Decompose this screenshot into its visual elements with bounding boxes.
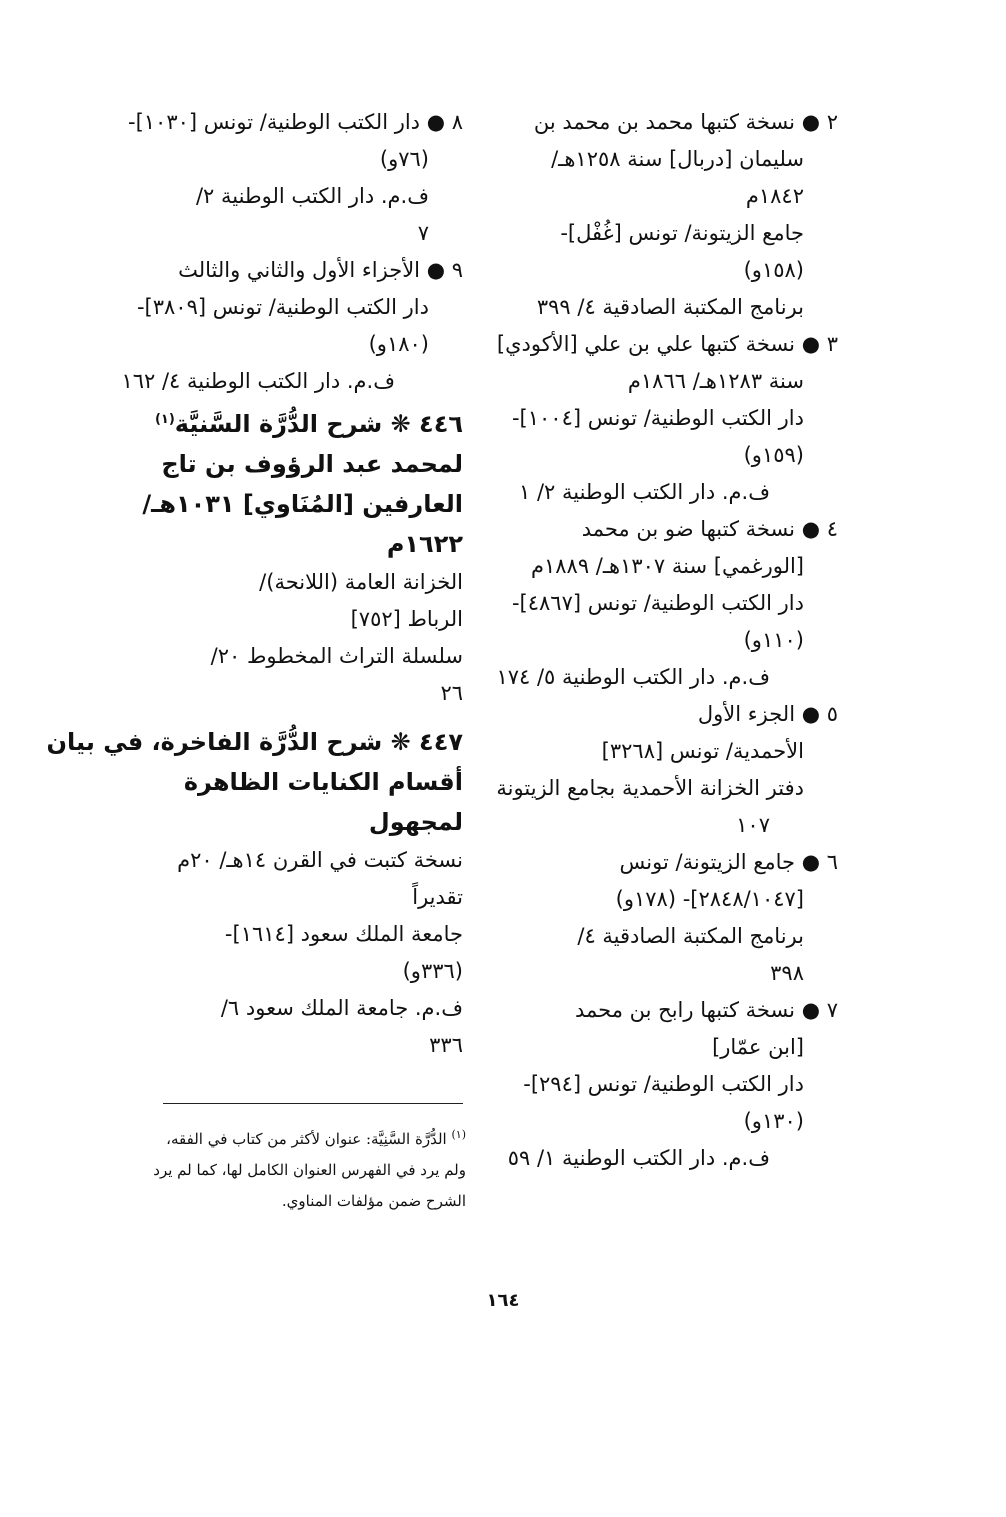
item-marker: ٩ ● [426, 258, 463, 282]
item-line: دفتر الخزانة الأحمدية بجامع الزيتونة [496, 776, 804, 800]
footnote-line: ولم يرد في الفهرس العنوان الكامل لها، كما لم يرد [153, 1161, 466, 1179]
item-line: برنامج المكتبة الصادقية ٤/ ٣٩٩ [536, 295, 804, 319]
footnote-divider [163, 1103, 463, 1104]
item-line: برنامج المكتبة الصادقية ٤/ [577, 924, 804, 948]
item-line: ٧ [417, 221, 429, 245]
manuscript-item-4 [496, 511, 838, 696]
manuscript-item-6 [500, 844, 838, 992]
item-line: جامع الزيتونة/ تونس [غُفْل]- [560, 221, 804, 245]
item-line: نسخة كتبها محمد بن محمد بن [533, 110, 796, 134]
entry-heading [46, 722, 463, 762]
item-line: ف.م. دار الكتب الوطنية ٢/ ١ [519, 480, 770, 504]
entry-line: (٣٣٦و) [402, 959, 463, 983]
item-marker: ٤ ● [801, 517, 838, 541]
item-line: نسخة كتبها رابح بن محمد [575, 998, 796, 1022]
entry-line: ٣٣٦ [429, 1033, 463, 1057]
manuscript-item-9 [113, 252, 463, 400]
item-line: دار الكتب الوطنية/ تونس [١٠٠٤]- [511, 406, 804, 430]
entry-line: ف.م. جامعة الملك سعود ٦/ [220, 996, 463, 1020]
entry-title: شرح الدُّرَّة الفاخرة، في بيان [46, 728, 383, 756]
entry-author: لمحمد عبد الرؤوف بن تاج [161, 450, 463, 478]
page-number: ١٦٤ [486, 1290, 520, 1311]
item-line: دار الكتب الوطنية/ تونس [٢٩٤]- [523, 1072, 804, 1096]
item-line: دار الكتب الوطنية/ تونس [١٠٣٠]- [128, 110, 421, 134]
item-line: [الورغمي] سنة ١٣٠٧هـ/ ١٨٨٩م [530, 554, 804, 578]
manuscript-item-2 [500, 104, 838, 326]
item-line: (٧٦و) [379, 147, 429, 171]
entry-number: ٤٤٦ ❋ [390, 410, 463, 438]
item-line: (١٣٠و) [743, 1109, 804, 1133]
item-line: (١٨٠و) [368, 332, 429, 356]
item-line: (١١٠و) [743, 628, 804, 652]
item-line: ف.م. دار الكتب الوطنية ٤/ ١٦٢ [121, 369, 395, 393]
entry-heading [113, 400, 463, 444]
item-marker: ٥ ● [801, 702, 838, 726]
manuscript-item-7 [500, 992, 838, 1177]
item-marker: ٦ ● [801, 850, 838, 874]
item-line: [ابن عمّار] [712, 1035, 804, 1059]
entry-line: الرباط [٧٥٢] [350, 607, 463, 631]
item-marker: ٨ ● [426, 110, 463, 134]
entry-line: ٢٦ [440, 681, 463, 705]
item-line: ف.م. دار الكتب الوطنية ٢/ [195, 184, 429, 208]
item-line: ١٨٤٢م [745, 184, 804, 208]
item-line: (١٥٩و) [743, 443, 804, 467]
right-column [496, 104, 838, 1177]
item-line: ف.م. دار الكتب الوطنية ١/ ٥٩ [507, 1146, 770, 1170]
item-line: الجزء الأول [697, 702, 796, 726]
item-line: نسخة كتبها علي بن علي [الأكودي] [496, 332, 796, 356]
item-marker: ٢ ● [801, 110, 838, 134]
item-marker: ٧ ● [801, 998, 838, 1022]
item-line: الأحمدية/ تونس [٣٢٦٨] [601, 739, 804, 763]
entry-446 [113, 400, 463, 712]
entry-number: ٤٤٧ ❋ [390, 728, 463, 756]
entry-title: أقسام الكنايات الظاهرة [183, 768, 463, 796]
footnote-ref: (١) [154, 412, 175, 427]
item-marker: ٣ ● [801, 332, 838, 356]
entry-author: ١٦٢٢م [386, 530, 463, 558]
left-column [46, 104, 463, 1064]
item-line: ف.م. دار الكتب الوطنية ٥/ ١٧٤ [496, 665, 770, 689]
item-line: ١٠٧ [736, 813, 770, 837]
entry-line: الخزانة العامة (اللانحة)/ [259, 570, 463, 594]
item-line: الأجزاء الأول والثاني والثالث [178, 258, 421, 282]
item-line: سنة ١٢٨٣هـ/ ١٨٦٦م [627, 369, 804, 393]
footnote-line: الدُّرَّة السَّنِيَّة: عنوان لأكثر من كتاب في الفقه، [166, 1130, 447, 1148]
item-line: دار الكتب الوطنية/ تونس [٣٨٠٩]- [136, 295, 429, 319]
item-line: [٢٨٤٨/١٠٤٧]- (١٧٨و) [615, 887, 804, 911]
entry-line: سلسلة التراث المخطوط ٢٠/ [210, 644, 463, 668]
item-line: جامع الزيتونة/ تونس [619, 850, 796, 874]
footnote-line: الشرح ضمن مؤلفات المناوي. [281, 1192, 466, 1210]
entry-line: تقديراً [412, 885, 463, 909]
entry-title: شرح الدُّرَّة السَّنيَّة [174, 410, 383, 438]
item-line: سليمان [دربال] سنة ١٢٥٨هـ/ [551, 147, 804, 171]
entry-author: لمجهول [368, 808, 463, 836]
item-line: (١٥٨و) [743, 258, 804, 282]
entry-line: نسخة كتبت في القرن ١٤هـ/ ٢٠م [177, 848, 463, 872]
entry-447 [46, 722, 463, 1064]
manuscript-item-3 [496, 326, 838, 511]
manuscript-item-5 [496, 696, 838, 844]
item-line: نسخة كتبها ضو بن محمد [581, 517, 796, 541]
manuscript-item-8 [113, 104, 463, 252]
entry-author: العارفين [المُنَاوي] ١٠٣١هـ/ [142, 490, 463, 518]
entry-line: جامعة الملك سعود [١٦١٤]- [224, 922, 463, 946]
footnote-marker: (١) [451, 1128, 466, 1141]
item-line: ٣٩٨ [770, 961, 804, 985]
footnote [110, 1119, 466, 1217]
item-line: دار الكتب الوطنية/ تونس [٤٨٦٧]- [511, 591, 804, 615]
